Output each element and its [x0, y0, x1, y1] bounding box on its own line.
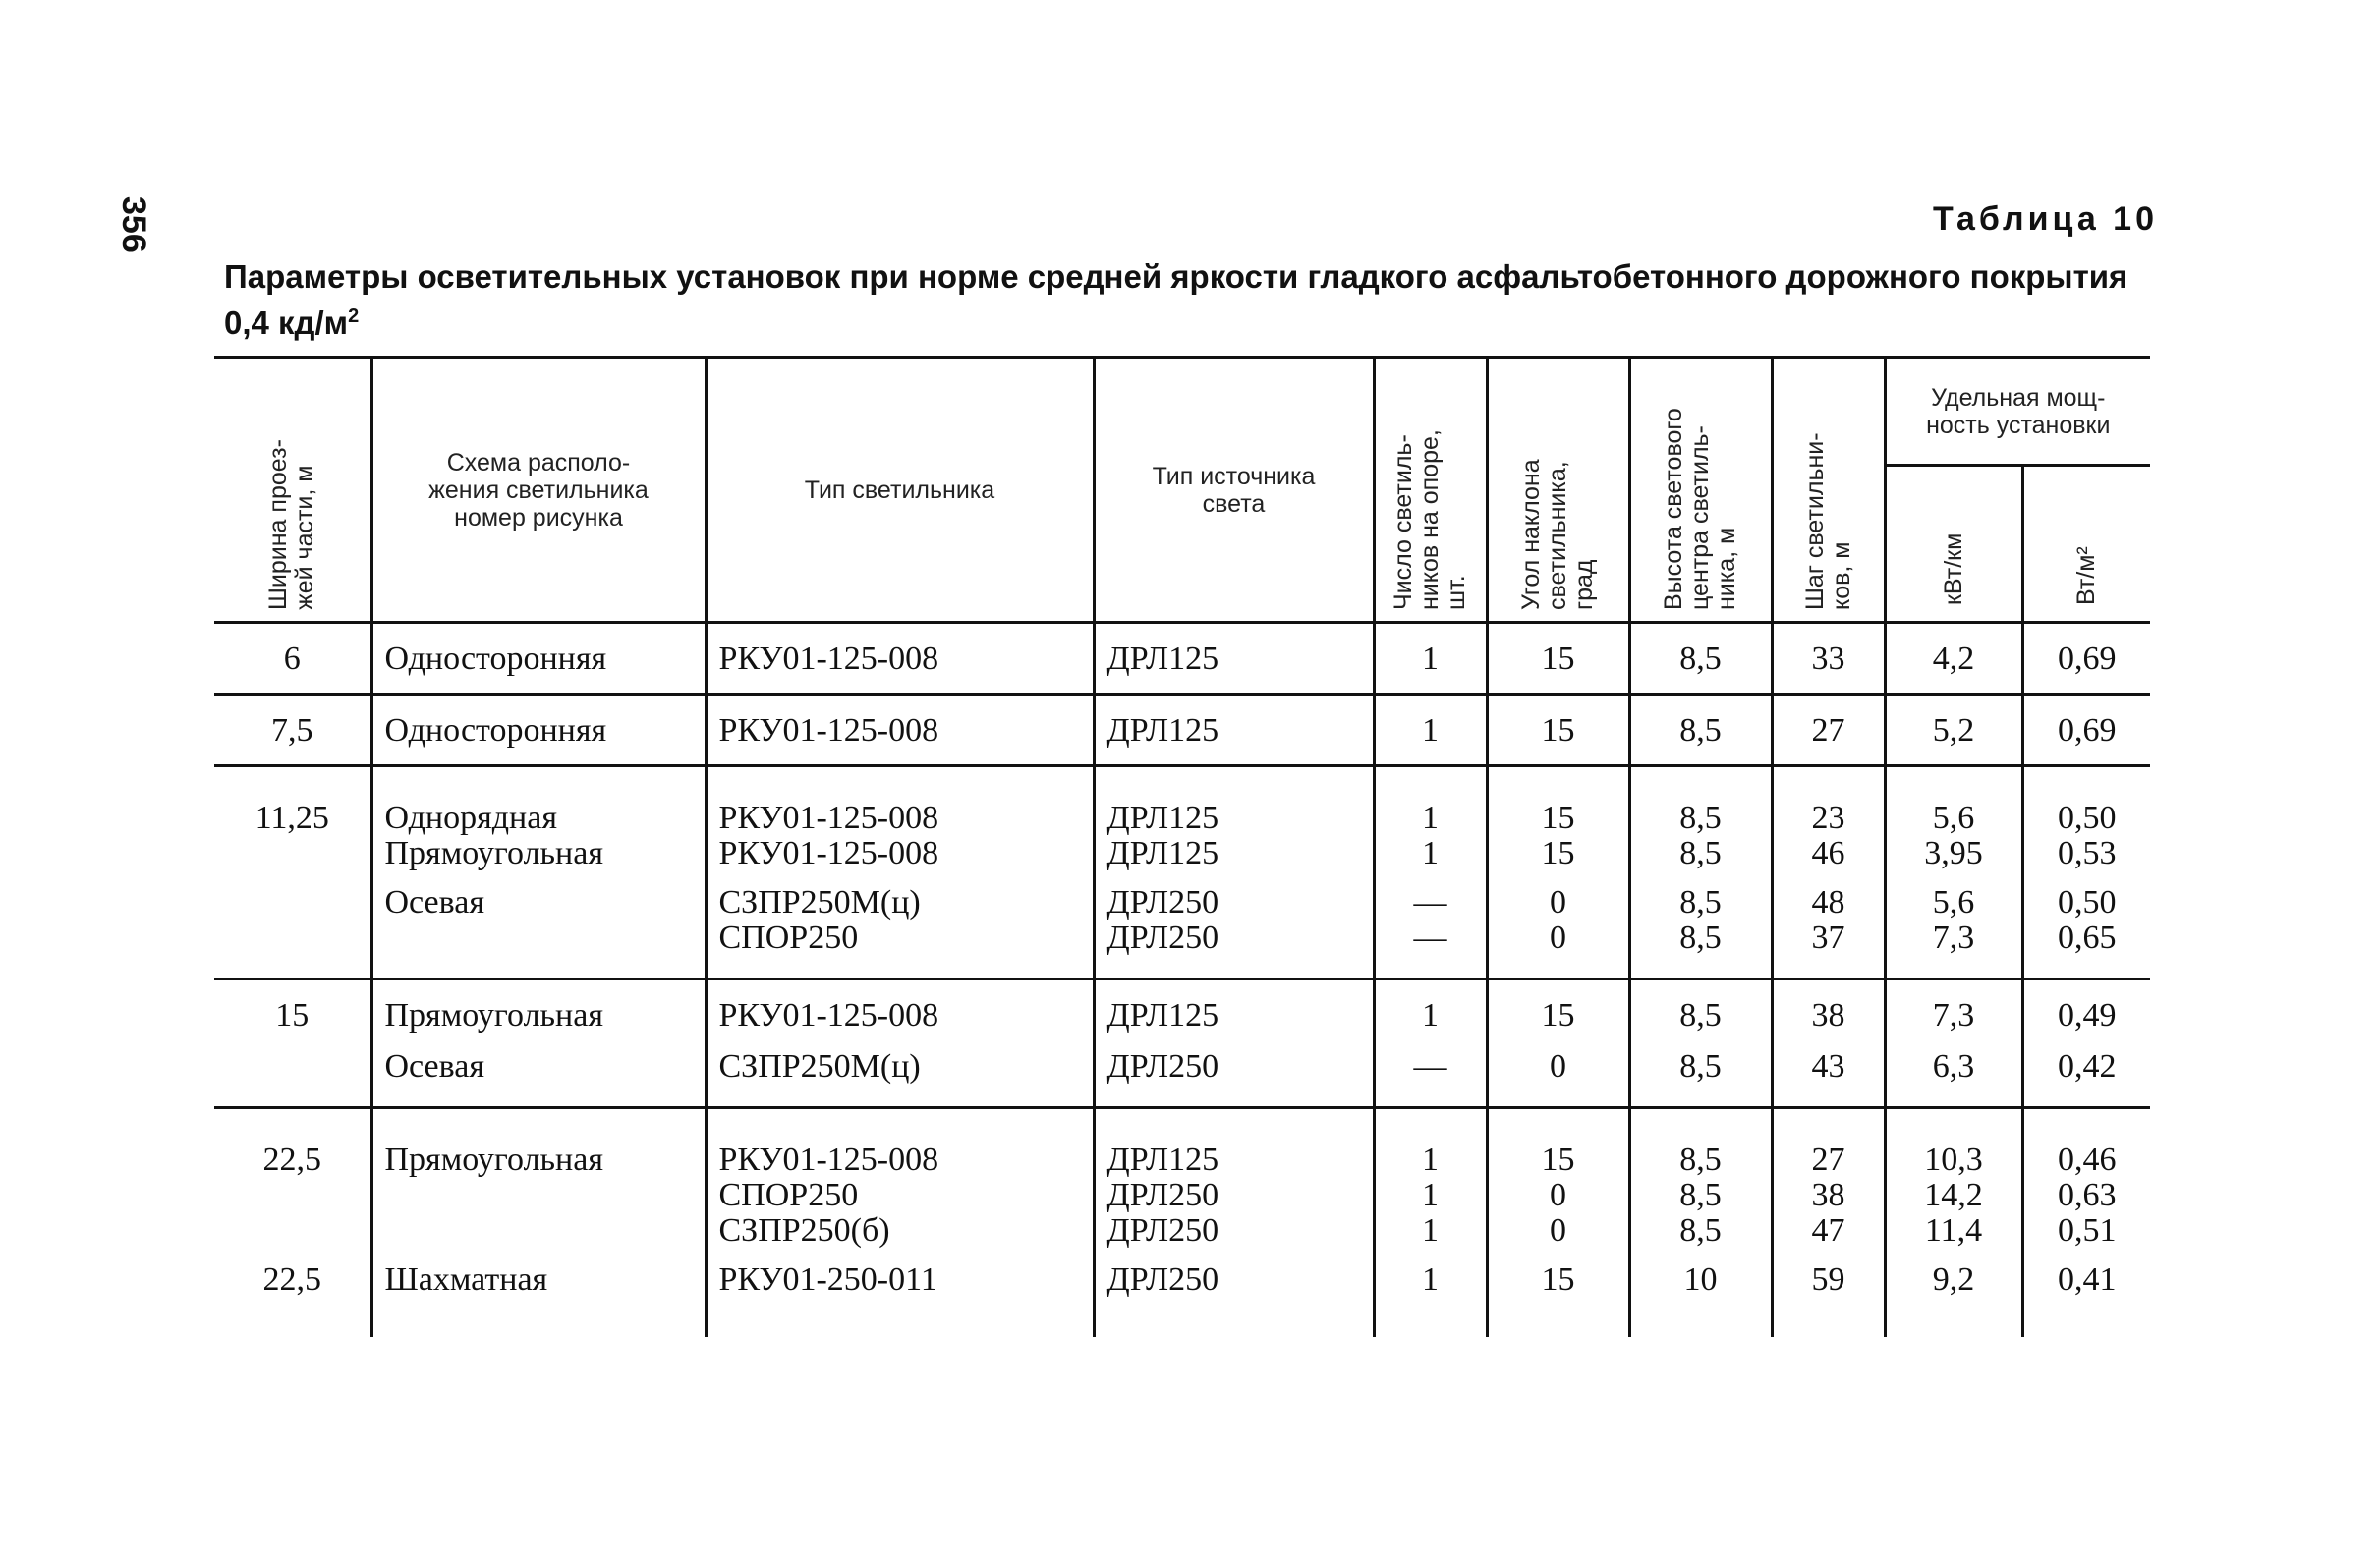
cell-w: 0,50 [2022, 766, 2150, 837]
table-title-text: Параметры осветительных установок при норме средней яркости гладкого асфальтобетонного дорожного покрытия 0,4 кд/м [224, 258, 2128, 341]
table-row [214, 836, 2150, 871]
cell-w: 0,41 [2022, 1249, 2150, 1298]
cell-lamp: СПОР250 [706, 1178, 1094, 1213]
spacer-cell [1487, 1298, 1629, 1337]
cell-step: 37 [1772, 921, 1885, 979]
cell-height: 8,5 [1629, 1049, 1772, 1108]
cell-step: 47 [1772, 1213, 1885, 1249]
cell-scheme: Прямоугольная [371, 1108, 706, 1179]
table-row [214, 921, 2150, 979]
cell-angle: 15 [1487, 836, 1629, 871]
group-1 [214, 623, 2150, 695]
cell-step: 38 [1772, 1178, 1885, 1213]
table-row [214, 1108, 2150, 1179]
cell-angle: 15 [1487, 623, 1629, 695]
table-row [214, 766, 2150, 837]
cell-lamp: РКУ01-125-008 [706, 1108, 1094, 1179]
cell-scheme [371, 921, 706, 979]
spacer-cell [1772, 1298, 1885, 1337]
cell-source: ДРЛ125 [1094, 766, 1374, 837]
cell-kw: 6,3 [1885, 1049, 2022, 1108]
cell-height: 8,5 [1629, 979, 1772, 1050]
cell-width: 22,5 [262, 1261, 321, 1298]
cell-source: ДРЛ250 [1094, 871, 1374, 921]
cell-source: ДРЛ125 [1094, 836, 1374, 871]
cell-lamp: РКУ01-125-008 [706, 766, 1094, 837]
cell-kw: 3,95 [1885, 836, 2022, 871]
cell-angle: 0 [1487, 921, 1629, 979]
table-row [214, 1049, 2150, 1108]
cell-count: 1 [1374, 1108, 1487, 1179]
cell-angle: 15 [1487, 1249, 1629, 1298]
cell-count: 1 [1374, 1178, 1487, 1213]
header-angle: Угол наклона светильника, град [1487, 358, 1629, 623]
cell-height: 8,5 [1629, 623, 1772, 695]
spacer-cell [1885, 1298, 2022, 1337]
table-title [224, 257, 2150, 343]
table-row [214, 695, 2150, 766]
header-width: Ширина проез- жей части, м [214, 358, 371, 623]
table-header [214, 358, 2150, 623]
cell-lamp: РКУ01-125-008 [706, 979, 1094, 1050]
cell-height: 10 [1629, 1249, 1772, 1298]
cell-w: 0,65 [2022, 921, 2150, 979]
cell-width: 11,25 [255, 800, 329, 836]
cell-lamp: РКУ01-125-008 [706, 695, 1094, 766]
cell-kw: 5,6 [1885, 871, 2022, 921]
cell-source: ДРЛ125 [1094, 1108, 1374, 1179]
cell-step: 59 [1772, 1249, 1885, 1298]
cell-scheme: Осевая [371, 871, 706, 921]
spacer-cell [1629, 1298, 1772, 1337]
cell-scheme: Осевая [371, 1049, 706, 1108]
cell-count: 1 [1374, 1213, 1487, 1249]
cell-angle: 0 [1487, 1178, 1629, 1213]
cell-w: 0,69 [2022, 695, 2150, 766]
table-title-superscript: 2 [348, 306, 360, 327]
cell-step: 48 [1772, 871, 1885, 921]
header-height: Высота светового центра светиль- ника, м [1629, 358, 1772, 623]
cell-angle: 15 [1487, 979, 1629, 1050]
cell-kw: 7,3 [1885, 921, 2022, 979]
cell-angle: 15 [1487, 695, 1629, 766]
cell-angle: 15 [1487, 1108, 1629, 1179]
cell-source: ДРЛ125 [1094, 695, 1374, 766]
cell-height: 8,5 [1629, 1178, 1772, 1213]
header-count: Число светиль- ников на опоре, шт. [1374, 358, 1487, 623]
table-label: Таблица 10 [1933, 200, 2158, 238]
header-power: Удельная мощ- ность установки [1885, 358, 2150, 466]
cell-w: 0,69 [2022, 623, 2150, 695]
header-source: Тип источника света [1094, 358, 1374, 623]
cell-height: 8,5 [1629, 766, 1772, 837]
cell-lamp: РКУ01-250-011 [706, 1249, 1094, 1298]
cell-source: ДРЛ250 [1094, 921, 1374, 979]
cell-step: 27 [1772, 1108, 1885, 1179]
cell-height: 8,5 [1629, 836, 1772, 871]
cell-step: 33 [1772, 623, 1885, 695]
spacer-cell [1094, 1298, 1374, 1337]
table-row [214, 1213, 2150, 1249]
cell-step: 27 [1772, 695, 1885, 766]
cell-height: 8,5 [1629, 921, 1772, 979]
cell-height: 8,5 [1629, 695, 1772, 766]
table-row [214, 1178, 2150, 1213]
cell-height: 8,5 [1629, 1213, 1772, 1249]
cell-source: ДРЛ125 [1094, 623, 1374, 695]
cell-count: 1 [1374, 836, 1487, 871]
spacer-cell [2022, 1298, 2150, 1337]
cell-lamp: РКУ01-125-008 [706, 836, 1094, 871]
cell-width: 22,5 [262, 1142, 321, 1178]
cell-angle: 15 [1487, 766, 1629, 837]
group-3 [214, 766, 2150, 979]
cell-count: — [1374, 1049, 1487, 1108]
cell-height: 8,5 [1629, 871, 1772, 921]
page-number: 356 [115, 196, 152, 252]
cell-kw: 14,2 [1885, 1178, 2022, 1213]
cell-lamp: СЗПР250М(ц) [706, 1049, 1094, 1108]
header-lamp-type: Тип светильника [706, 358, 1094, 623]
header-power-km: кВт/км [1885, 466, 2022, 623]
spacer-cell [214, 1298, 371, 1337]
cell-kw: 7,3 [1885, 979, 2022, 1050]
cell-w: 0,42 [2022, 1049, 2150, 1108]
cell-source: ДРЛ250 [1094, 1249, 1374, 1298]
cell-width: 15 [275, 997, 310, 1034]
spacer-cell [1374, 1298, 1487, 1337]
cell-scheme [371, 1213, 706, 1249]
cell-lamp: СПОР250 [706, 921, 1094, 979]
cell-count: 1 [1374, 623, 1487, 695]
cell-scheme: Шахматная [371, 1249, 706, 1298]
spacer-cell [371, 1298, 706, 1337]
cell-angle: 0 [1487, 1049, 1629, 1108]
cell-angle: 0 [1487, 1213, 1629, 1249]
cell-kw: 5,6 [1885, 766, 2022, 837]
cell-kw: 5,2 [1885, 695, 2022, 766]
cell-count: — [1374, 921, 1487, 979]
cell-scheme: Односторонняя [371, 695, 706, 766]
cell-w: 0,49 [2022, 979, 2150, 1050]
spacer-cell [706, 1298, 1094, 1337]
table-row [214, 979, 2150, 1050]
cell-source: ДРЛ250 [1094, 1213, 1374, 1249]
cell-source: ДРЛ250 [1094, 1178, 1374, 1213]
cell-width: 7,5 [271, 712, 313, 749]
group-4 [214, 979, 2150, 1108]
cell-lamp: СЗПР250(б) [706, 1213, 1094, 1249]
header-scheme: Схема располо- жения светильника номер рисунка [371, 358, 706, 623]
cell-step: 43 [1772, 1049, 1885, 1108]
cell-w: 0,46 [2022, 1108, 2150, 1179]
cell-scheme: Прямоугольная [371, 836, 706, 871]
cell-scheme: Односторонняя [371, 623, 706, 695]
cell-lamp: СЗПР250М(ц) [706, 871, 1094, 921]
table-row [214, 623, 2150, 695]
cell-width [214, 1049, 371, 1108]
cell-step: 46 [1772, 836, 1885, 871]
cell-count: 1 [1374, 766, 1487, 837]
header-power-m2: Вт/м² [2022, 466, 2150, 623]
table-row [214, 1249, 2150, 1298]
cell-scheme: Прямоугольная [371, 979, 706, 1050]
cell-count: 1 [1374, 979, 1487, 1050]
cell-lamp: РКУ01-125-008 [706, 623, 1094, 695]
cell-kw: 10,3 [1885, 1108, 2022, 1179]
group-5 [214, 1108, 2150, 1338]
cell-w: 0,63 [2022, 1178, 2150, 1213]
group-2 [214, 695, 2150, 766]
cell-step: 38 [1772, 979, 1885, 1050]
cell-kw: 9,2 [1885, 1249, 2022, 1298]
cell-kw: 4,2 [1885, 623, 2022, 695]
cell-width [214, 871, 371, 921]
cell-width [214, 1178, 371, 1213]
cell-height: 8,5 [1629, 1108, 1772, 1179]
cell-count: — [1374, 871, 1487, 921]
cell-width [214, 921, 371, 979]
cell-angle: 0 [1487, 871, 1629, 921]
cell-count: 1 [1374, 1249, 1487, 1298]
cell-scheme [371, 1178, 706, 1213]
table-row [214, 871, 2150, 921]
cell-step: 23 [1772, 766, 1885, 837]
cell-w: 0,51 [2022, 1213, 2150, 1249]
cell-source: ДРЛ250 [1094, 1049, 1374, 1108]
cell-width [214, 836, 371, 871]
header-step: Шаг светильни- ков, м [1772, 358, 1885, 623]
cell-kw: 11,4 [1885, 1213, 2022, 1249]
cell-count: 1 [1374, 695, 1487, 766]
table-row-spacer [214, 1298, 2150, 1337]
cell-w: 0,50 [2022, 871, 2150, 921]
cell-source: ДРЛ125 [1094, 979, 1374, 1050]
lighting-parameters-table [214, 356, 2150, 1337]
cell-scheme: Однорядная [371, 766, 706, 837]
cell-w: 0,53 [2022, 836, 2150, 871]
cell-width: 6 [283, 641, 301, 677]
cell-width [214, 1213, 371, 1249]
